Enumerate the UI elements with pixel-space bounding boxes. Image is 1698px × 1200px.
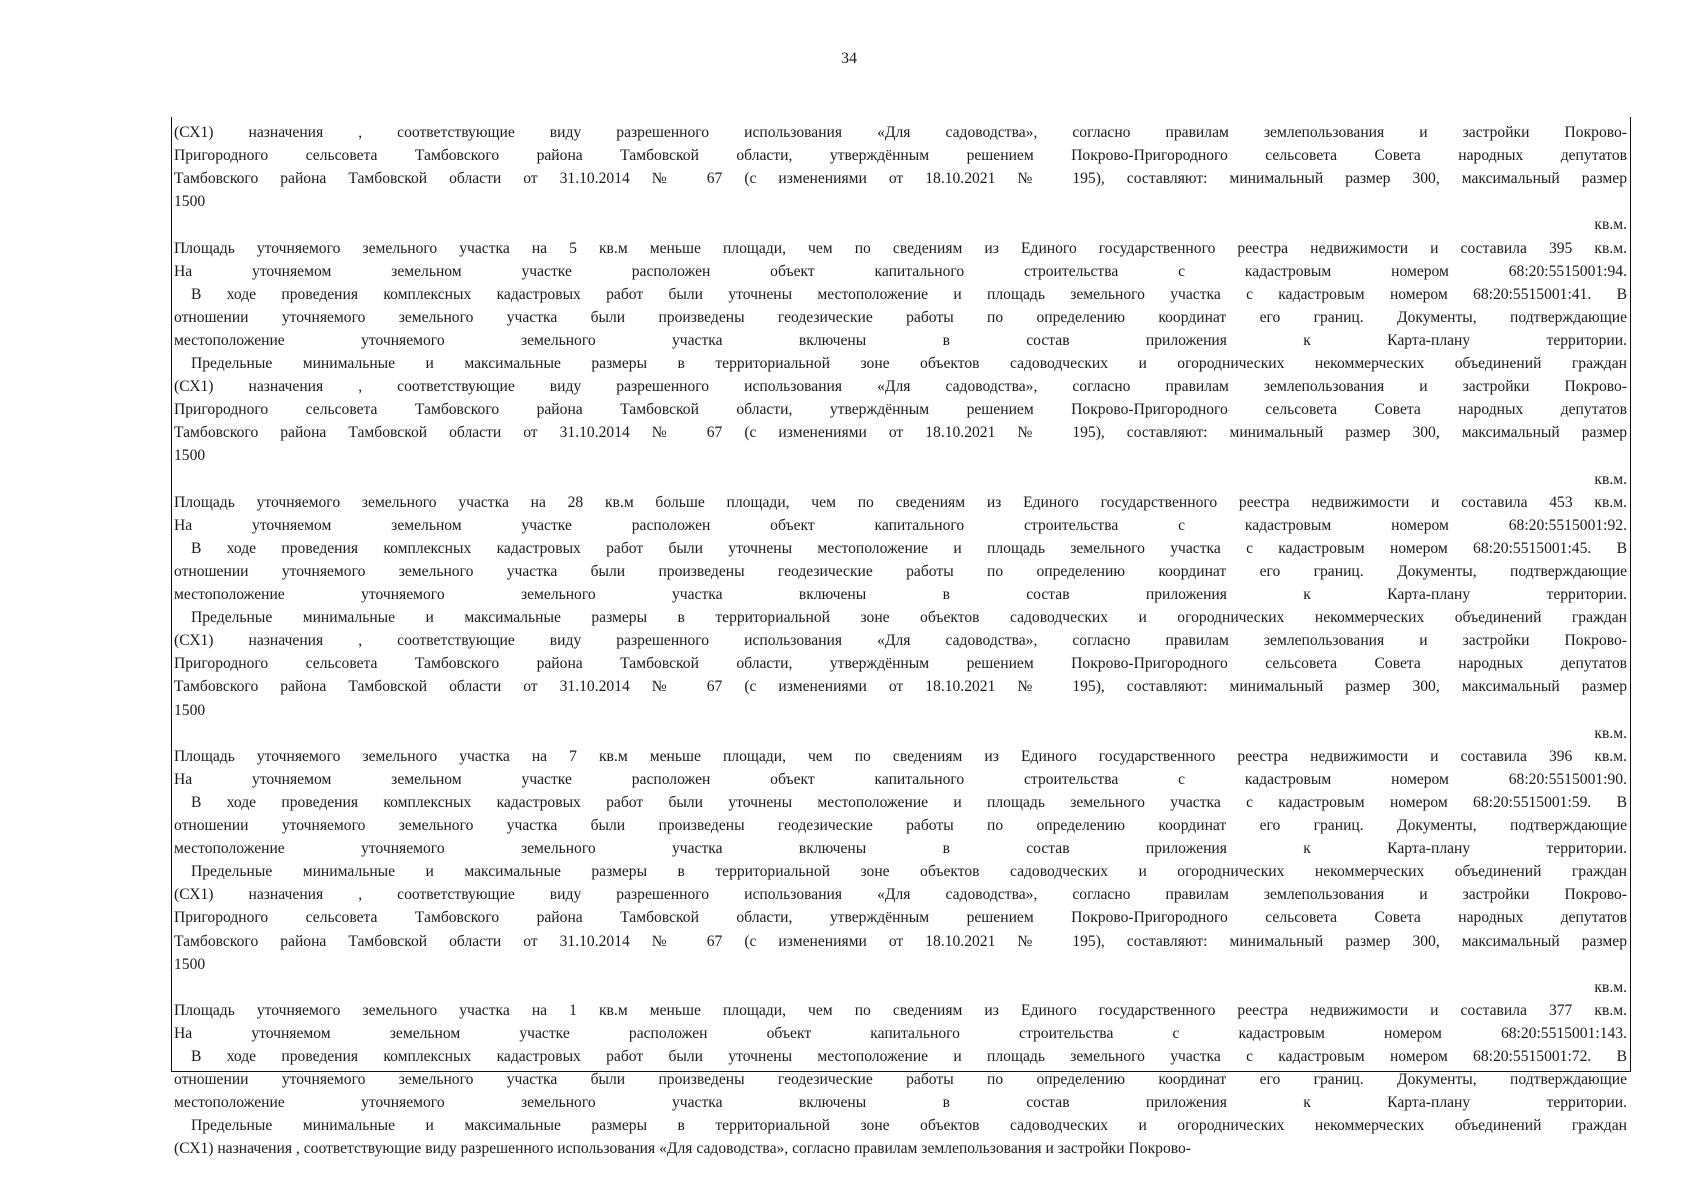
document-text-line: отношении уточняемого земельного участка были произведены геодезические работы по определению координат его границ. Документы, подтверждающие <box>174 1071 1627 1089</box>
document-text-line: Пригородного сельсовета Тамбовского района Тамбовской области, утверждённым решением Покрово-Пригородного сельсовета Совета народных депутатов <box>174 147 1627 165</box>
document-text-line: (СХ1) назначения , соответствующие виду разрешенного использования «Для садоводства», согласно правилам землепользования и застройки Покрово- <box>174 1140 1191 1158</box>
document-text-line: Тамбовского района Тамбовской области от 31.10.2014 № 67 (с изменениями от 18.10.2021 № 195), составляют: минимальный размер 300, максимальный размер <box>174 424 1627 442</box>
document-text-line: отношении уточняемого земельного участка были произведены геодезические работы по определению координат его границ. Документы, подтверждающие <box>174 817 1627 834</box>
document-text-line: Предельные минимальные и максимальные размеры в территориальной зоне объектов садоводческих и огороднических некоммерческих объединений граждан <box>191 1117 1627 1135</box>
document-text-line: 1500 <box>174 193 206 211</box>
document-text-line: (СХ1) назначения , соответствующие виду разрешенного использования «Для садоводства», согласно правилам землепользования и застройки Покрово- <box>174 886 1627 904</box>
document-text-line: Площадь уточняемого земельного участка на 5 кв.м меньше площади, чем по сведениям из Единого государственного реестра недвижимости и составила 395 кв.м. <box>174 239 1627 257</box>
document-text-line: В ходе проведения комплексных кадастровых работ были уточнены местоположение и площадь земельного участка с кадастровым номером 68:20:5515001:45. В <box>191 539 1627 557</box>
document-text-line: (СХ1) назначения , соответствующие виду разрешенного использования «Для садоводства», согласно правилам землепользования и застройки Покрово- <box>174 378 1627 396</box>
document-text-line: На уточняемом земельном участке расположен объект капитального строительства с кадастровым номером 68:20:5515001:94. <box>174 262 1627 280</box>
document-text-line: 1500 <box>174 701 206 719</box>
document-text-line: кв.м. <box>1594 470 1627 488</box>
document-text-line: Площадь уточняемого земельного участка на 28 кв.м больше площади, чем по сведениям из Единого государственного реестра недвижимости и составила 453 кв.м. <box>174 493 1627 511</box>
text-frame <box>171 117 1631 1158</box>
document-text-line: отношении уточняемого земельного участка были произведены геодезические работы по определению координат его границ. Документы, подтверждающие <box>174 562 1627 580</box>
document-text-line: (СХ1) назначения , соответствующие виду разрешенного использования «Для садоводства», согласно правилам землепользования и застройки Покрово- <box>174 632 1627 650</box>
document-text-line: В ходе проведения комплексных кадастровых работ были уточнены местоположение и площадь земельного участка с кадастровым номером 68:20:5515001:41. В <box>191 285 1627 303</box>
document-text-line: местоположение уточняемого земельного участка включены в состав приложения к Карта-плану территории. <box>174 1094 1627 1112</box>
document-text-line: 1500 <box>174 955 206 973</box>
document-text-line: Пригородного сельсовета Тамбовского района Тамбовской области, утверждённым решением Покрово-Пригородного сельсовета Совета народных депутатов <box>174 655 1627 673</box>
document-text-line: В ходе проведения комплексных кадастровых работ были уточнены местоположение и площадь земельного участка с кадастровым номером 68:20:5515001:72. В <box>191 1048 1627 1065</box>
document-text-line: Площадь уточняемого земельного участка на 1 кв.м меньше площади, чем по сведениям из Единого государственного реестра недвижимости и составила 377 кв.м. <box>174 1001 1627 1019</box>
document-text-line: Тамбовского района Тамбовской области от 31.10.2014 № 67 (с изменениями от 18.10.2021 № 195), составляют: минимальный размер 300, максимальный размер <box>174 932 1627 950</box>
document-text-line: В ходе проведения комплексных кадастровых работ были уточнены местоположение и площадь земельного участка с кадастровым номером 68:20:5515001:59. В <box>191 793 1627 811</box>
document-text-line: Тамбовского района Тамбовской области от 31.10.2014 № 67 (с изменениями от 18.10.2021 № 195), составляют: минимальный размер 300, максимальный размер <box>174 170 1627 188</box>
document-text-line: На уточняемом земельном участке расположен объект капитального строительства с кадастровым номером 68:20:5515001:90. <box>174 770 1627 788</box>
document-text-line: Тамбовского района Тамбовской области от 31.10.2014 № 67 (с изменениями от 18.10.2021 № 195), составляют: минимальный размер 300, максимальный размер <box>174 678 1627 696</box>
document-text-line: Пригородного сельсовета Тамбовского района Тамбовской области, утверждённым решением Покрово-Пригородного сельсовета Совета народных депутатов <box>174 401 1627 419</box>
document-text-line: местоположение уточняемого земельного участка включены в состав приложения к Карта-плану территории. <box>174 331 1627 349</box>
document-text-line: (СХ1) назначения , соответствующие виду разрешенного использования «Для садоводства», согласно правилам землепользования и застройки Покрово- <box>174 124 1627 141</box>
document-text-line: кв.м. <box>1594 216 1627 234</box>
document-text-line: отношении уточняемого земельного участка были произведены геодезические работы по определению координат его границ. Документы, подтверждающие <box>174 308 1627 326</box>
document-text-line: кв.м. <box>1594 978 1627 996</box>
document-text-line: На уточняемом земельном участке расположен объект капитального строительства с кадастровым номером 68:20:5515001:92. <box>174 516 1627 534</box>
document-text-line: кв.м. <box>1594 724 1627 742</box>
document-text-line: 1500 <box>174 447 206 465</box>
document-text-line: местоположение уточняемого земельного участка включены в состав приложения к Карта-плану территории. <box>174 840 1627 858</box>
document-text-line: Пригородного сельсовета Тамбовского района Тамбовской области, утверждённым решением Покрово-Пригородного сельсовета Совета народных депутатов <box>174 909 1627 927</box>
document-text-line: Предельные минимальные и максимальные размеры в территориальной зоне объектов садоводческих и огороднических некоммерческих объединений граждан <box>191 863 1627 881</box>
page-number: 34 <box>841 50 857 67</box>
document-text-line: Предельные минимальные и максимальные размеры в территориальной зоне объектов садоводческих и огороднических некоммерческих объединений граждан <box>191 355 1627 372</box>
document-text-line: На уточняемом земельном участке расположен объект капитального строительства с кадастровым номером 68:20:5515001:143. <box>174 1024 1627 1042</box>
document-text-line: Предельные минимальные и максимальные размеры в территориальной зоне объектов садоводческих и огороднических некоммерческих объединений граждан <box>191 609 1627 627</box>
document-text-line: Площадь уточняемого земельного участка на 7 кв.м меньше площади, чем по сведениям из Единого государственного реестра недвижимости и составила 396 кв.м. <box>174 747 1627 765</box>
document-text-line: местоположение уточняемого земельного участка включены в состав приложения к Карта-плану территории. <box>174 586 1627 603</box>
